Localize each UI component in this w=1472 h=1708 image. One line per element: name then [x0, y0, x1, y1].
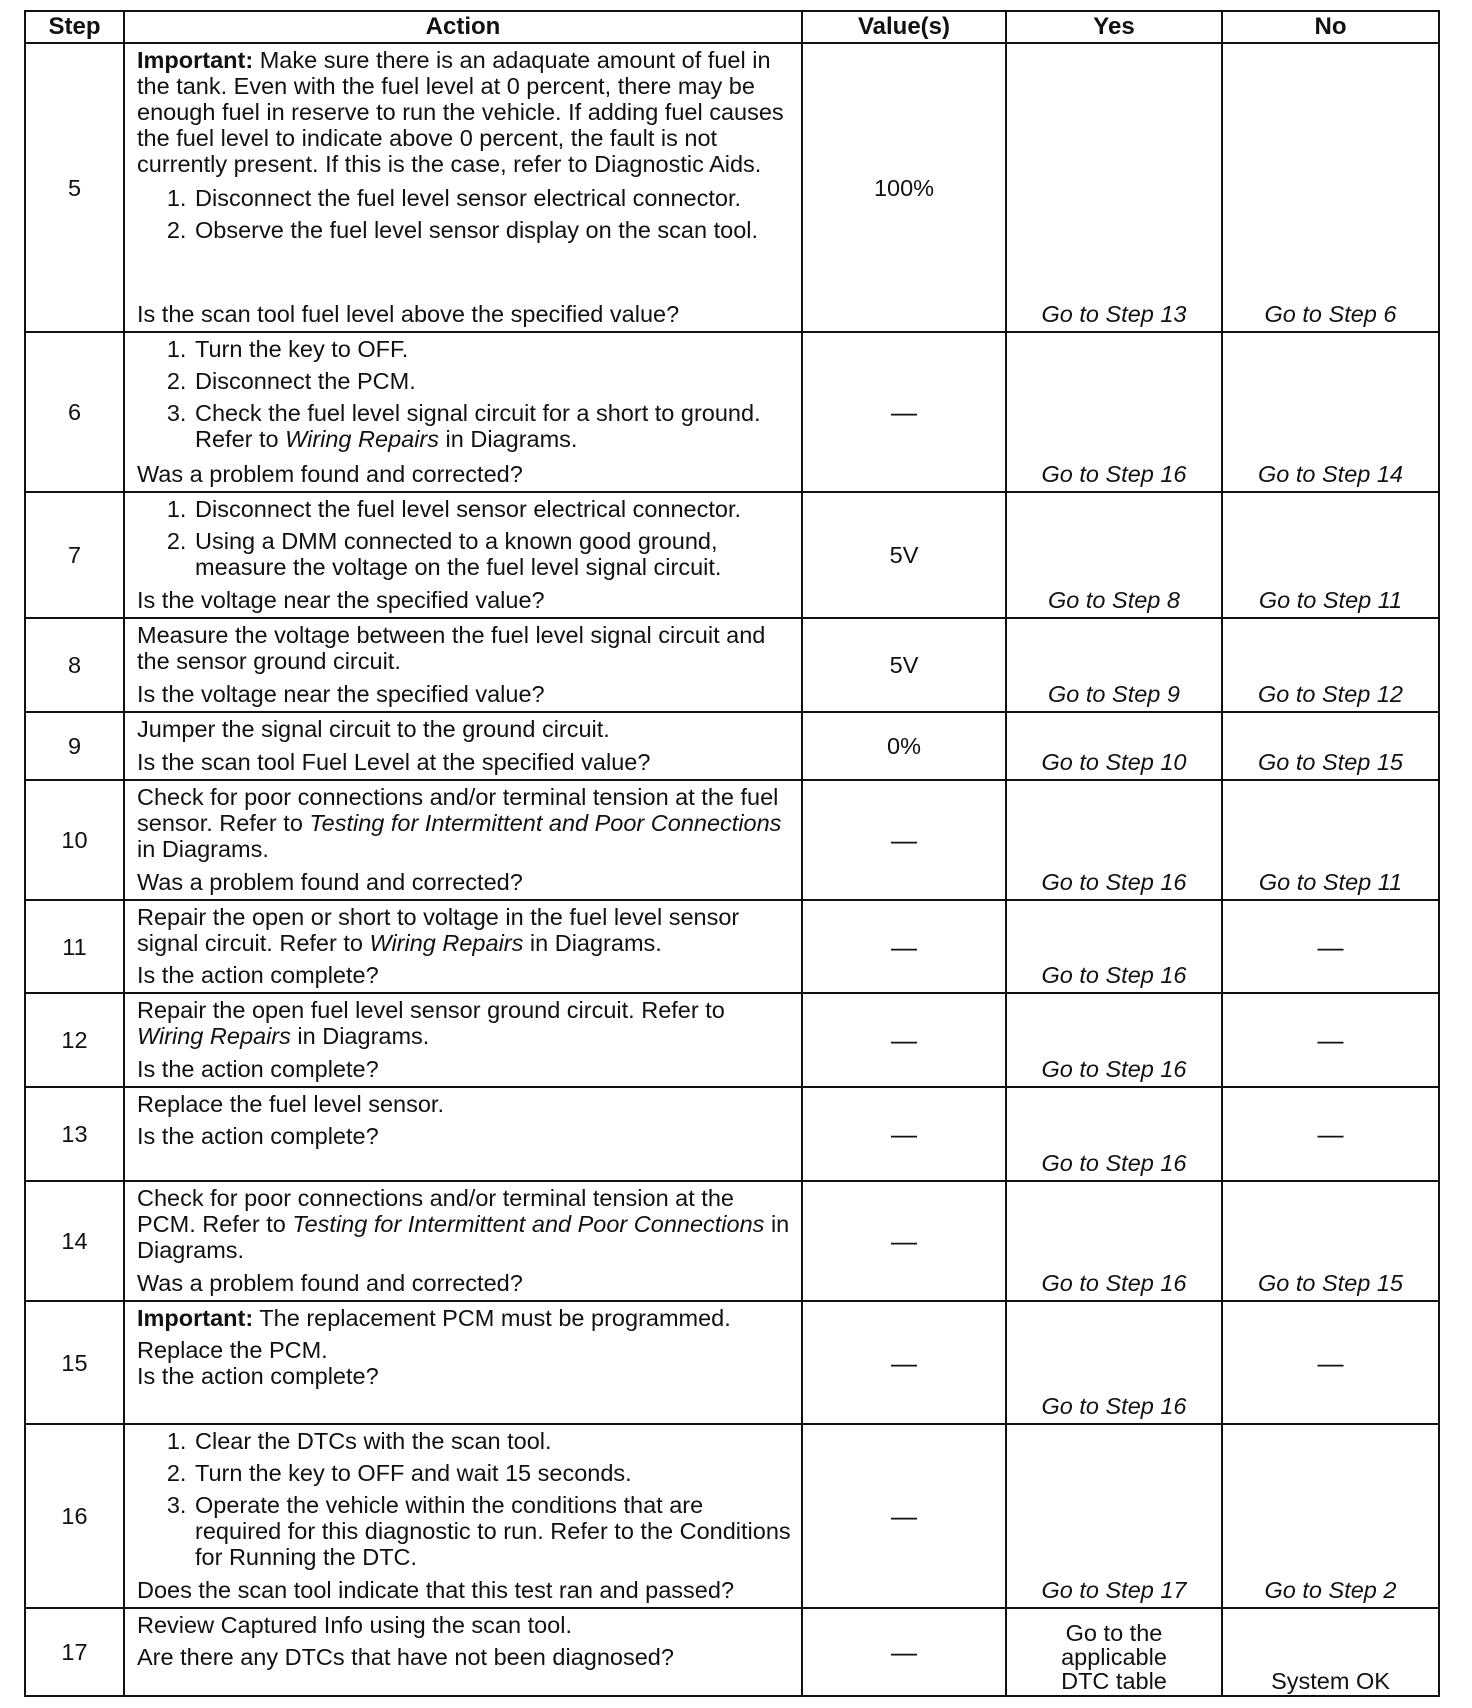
step-number: 13: [25, 1087, 124, 1181]
step-number: 7: [25, 492, 124, 618]
suffix: in Diagrams.: [137, 1211, 790, 1263]
important-text: The replacement PCM must be programmed.: [253, 1305, 731, 1331]
action-cell: [124, 43, 802, 332]
yes-cell: [1006, 1608, 1222, 1696]
no-cell: —: [1222, 1087, 1439, 1181]
header-step: Step: [25, 11, 124, 43]
value-cell: —: [802, 1424, 1006, 1608]
yes-cell: Go to Step 16: [1006, 1301, 1222, 1424]
important-note: [137, 1305, 793, 1331]
important-label: Important:: [137, 1305, 254, 1331]
action-cell: [124, 1087, 802, 1181]
reference-link: Testing for Intermittent and Poor Connections: [309, 810, 782, 836]
step-number: 10: [25, 780, 124, 900]
yes-line: DTC table: [1061, 1668, 1167, 1694]
suffix: in Diagrams.: [523, 930, 662, 956]
question: Is the action complete?: [137, 962, 379, 988]
table-row: [25, 618, 1439, 712]
item-suffix: in Diagrams.: [439, 426, 578, 452]
question: Is the scan tool fuel level above the specified value?: [137, 301, 680, 327]
important-text: Make sure there is an adaquate amount of fuel in the tank. Even with the fuel level at 0 percent, there may be enough fuel in reserve to run the vehicle. If adding fuel causes the fuel level to indicate above 0 percent, the fault is not currently present. If this is the case, refer to Diagnostic Aids.: [137, 47, 784, 177]
table-row: [25, 900, 1439, 993]
question: Is the voltage near the specified value?: [137, 681, 545, 707]
value-cell: —: [802, 1301, 1006, 1424]
table-row: [25, 332, 1439, 492]
table-row: [25, 780, 1439, 900]
yes-cell: Go to Step 8: [1006, 492, 1222, 618]
yes-cell: Go to Step 16: [1006, 332, 1222, 492]
action-text: Measure the voltage between the fuel level signal circuit and the sensor ground circuit.: [137, 622, 766, 674]
table-row: [25, 1608, 1439, 1696]
no-cell: —: [1222, 900, 1439, 993]
step-number: 5: [25, 43, 124, 332]
no-cell: —: [1222, 993, 1439, 1087]
value-cell: 100%: [802, 43, 1006, 332]
step-number: 11: [25, 900, 124, 993]
reference-link: Wiring Repairs: [369, 930, 524, 956]
header-action: Action: [124, 11, 802, 43]
yes-cell: Go to Step 16: [1006, 900, 1222, 993]
list-item: 1. Disconnect the fuel level sensor electrical connector.: [193, 496, 793, 522]
action-text: [137, 784, 793, 862]
action-text: [137, 1185, 793, 1263]
text: Repair the open or short to voltage in the fuel level sensor signal circuit. Refer to: [137, 904, 740, 956]
no-cell: Go to Step 14: [1222, 332, 1439, 492]
action-cell: [124, 780, 802, 900]
important-note: [137, 47, 793, 177]
action-cell: [124, 900, 802, 993]
table-row: [25, 1087, 1439, 1181]
value-cell: 5V: [802, 492, 1006, 618]
item-text: Check the fuel level signal circuit for a short to ground. Refer to: [195, 400, 761, 452]
header-values: Value(s): [802, 11, 1006, 43]
yes-line: applicable: [1061, 1644, 1167, 1670]
header-no: No: [1222, 11, 1439, 43]
table-row: [25, 712, 1439, 780]
question: Is the action complete?: [137, 1123, 379, 1149]
action-cell: [124, 1181, 802, 1301]
suffix: in Diagrams.: [290, 1023, 430, 1049]
action-cell: [124, 1301, 802, 1424]
action-cell: [124, 712, 802, 780]
action-cell: [124, 993, 802, 1087]
step-number: 12: [25, 993, 124, 1087]
value-cell: —: [802, 780, 1006, 900]
question: Does the scan tool indicate that this test ran and passed?: [137, 1577, 735, 1603]
question: Was a problem found and corrected?: [137, 461, 523, 487]
question: Was a problem found and corrected?: [137, 1270, 523, 1296]
action-text: Replace the PCM.: [137, 1337, 328, 1363]
yes-cell: Go to Step 13: [1006, 43, 1222, 332]
action-cell: [124, 1424, 802, 1608]
action-text: Jumper the signal circuit to the ground circuit.: [137, 716, 610, 742]
no-cell: —: [1222, 1301, 1439, 1424]
diagnostic-table: [24, 10, 1440, 1697]
yes-cell: Go to Step 16: [1006, 993, 1222, 1087]
text: Check for poor connections and/or terminal tension at the PCM. Refer to: [137, 1185, 734, 1237]
list-item: 1. Turn the key to OFF.: [193, 336, 793, 362]
header-row: [25, 11, 1439, 43]
table-row: [25, 1181, 1439, 1301]
important-label: Important:: [137, 47, 254, 73]
table-row: [25, 1301, 1439, 1424]
reference-link: Wiring Repairs: [285, 426, 440, 452]
table-row: [25, 993, 1439, 1087]
yes-cell: Go to Step 16: [1006, 1087, 1222, 1181]
action-text: [137, 997, 793, 1049]
question: Was a problem found and corrected?: [137, 869, 523, 895]
step-number: 17: [25, 1608, 124, 1696]
no-cell: Go to Step 6: [1222, 43, 1439, 332]
step-number: 8: [25, 618, 124, 712]
value-cell: —: [802, 993, 1006, 1087]
action-text: Replace the fuel level sensor.: [137, 1091, 444, 1117]
value-cell: —: [802, 332, 1006, 492]
value-cell: —: [802, 1608, 1006, 1696]
suffix: in Diagrams.: [137, 836, 269, 862]
action-text: [137, 904, 793, 956]
table-row: [25, 492, 1439, 618]
list-item: [193, 400, 793, 452]
text: Repair the open fuel level sensor ground circuit. Refer to: [137, 997, 725, 1023]
no-cell: Go to Step 12: [1222, 618, 1439, 712]
question: Is the voltage near the specified value?: [137, 587, 545, 613]
question: Is the action complete?: [137, 1056, 379, 1082]
reference-link: Testing for Intermittent and Poor Connections: [292, 1211, 765, 1237]
no-cell: System OK: [1222, 1608, 1439, 1696]
yes-cell: Go to Step 9: [1006, 618, 1222, 712]
no-cell: Go to Step 15: [1222, 1181, 1439, 1301]
yes-cell: Go to Step 16: [1006, 1181, 1222, 1301]
list-item: 2. Disconnect the PCM.: [193, 368, 793, 394]
reference-link: Wiring Repairs: [137, 1023, 291, 1049]
list-item: 2. Turn the key to OFF and wait 15 seconds.: [193, 1460, 793, 1486]
step-number: 6: [25, 332, 124, 492]
no-cell: Go to Step 2: [1222, 1424, 1439, 1608]
step-number: 16: [25, 1424, 124, 1608]
table-row: [25, 1424, 1439, 1608]
header-yes: Yes: [1006, 11, 1222, 43]
question: Is the action complete?: [137, 1363, 379, 1389]
yes-line: Go to the: [1065, 1620, 1163, 1646]
step-number: 14: [25, 1181, 124, 1301]
yes-cell: Go to Step 17: [1006, 1424, 1222, 1608]
list-item: 2. Using a DMM connected to a known good ground, measure the voltage on the fuel level signal circuit.: [193, 528, 793, 580]
value-cell: —: [802, 1181, 1006, 1301]
question: Is the scan tool Fuel Level at the specified value?: [137, 749, 651, 775]
action-cell: [124, 492, 802, 618]
question: Are there any DTCs that have not been diagnosed?: [137, 1644, 674, 1670]
list-item: 2. Observe the fuel level sensor display on the scan tool.: [193, 217, 793, 243]
action-text: Review Captured Info using the scan tool.: [137, 1612, 573, 1638]
no-cell: Go to Step 11: [1222, 780, 1439, 900]
table-row: [25, 43, 1439, 332]
list-item: 1. Disconnect the fuel level sensor electrical connector.: [193, 185, 793, 211]
yes-cell: Go to Step 10: [1006, 712, 1222, 780]
value-cell: —: [802, 900, 1006, 993]
step-number: 9: [25, 712, 124, 780]
yes-cell: Go to Step 16: [1006, 780, 1222, 900]
action-cell: [124, 332, 802, 492]
no-cell: Go to Step 15: [1222, 712, 1439, 780]
step-number: 15: [25, 1301, 124, 1424]
value-cell: 5V: [802, 618, 1006, 712]
action-cell: [124, 618, 802, 712]
no-cell: Go to Step 11: [1222, 492, 1439, 618]
action-cell: [124, 1608, 802, 1696]
value-cell: —: [802, 1087, 1006, 1181]
text: Check for poor connections and/or terminal tension at the fuel sensor. Refer to: [137, 784, 779, 836]
list-item: 1. Clear the DTCs with the scan tool.: [193, 1428, 793, 1454]
value-cell: 0%: [802, 712, 1006, 780]
list-item: 3. Operate the vehicle within the conditions that are required for this diagnostic to run. Refer to the Conditions for Running the DTC.: [193, 1492, 793, 1570]
